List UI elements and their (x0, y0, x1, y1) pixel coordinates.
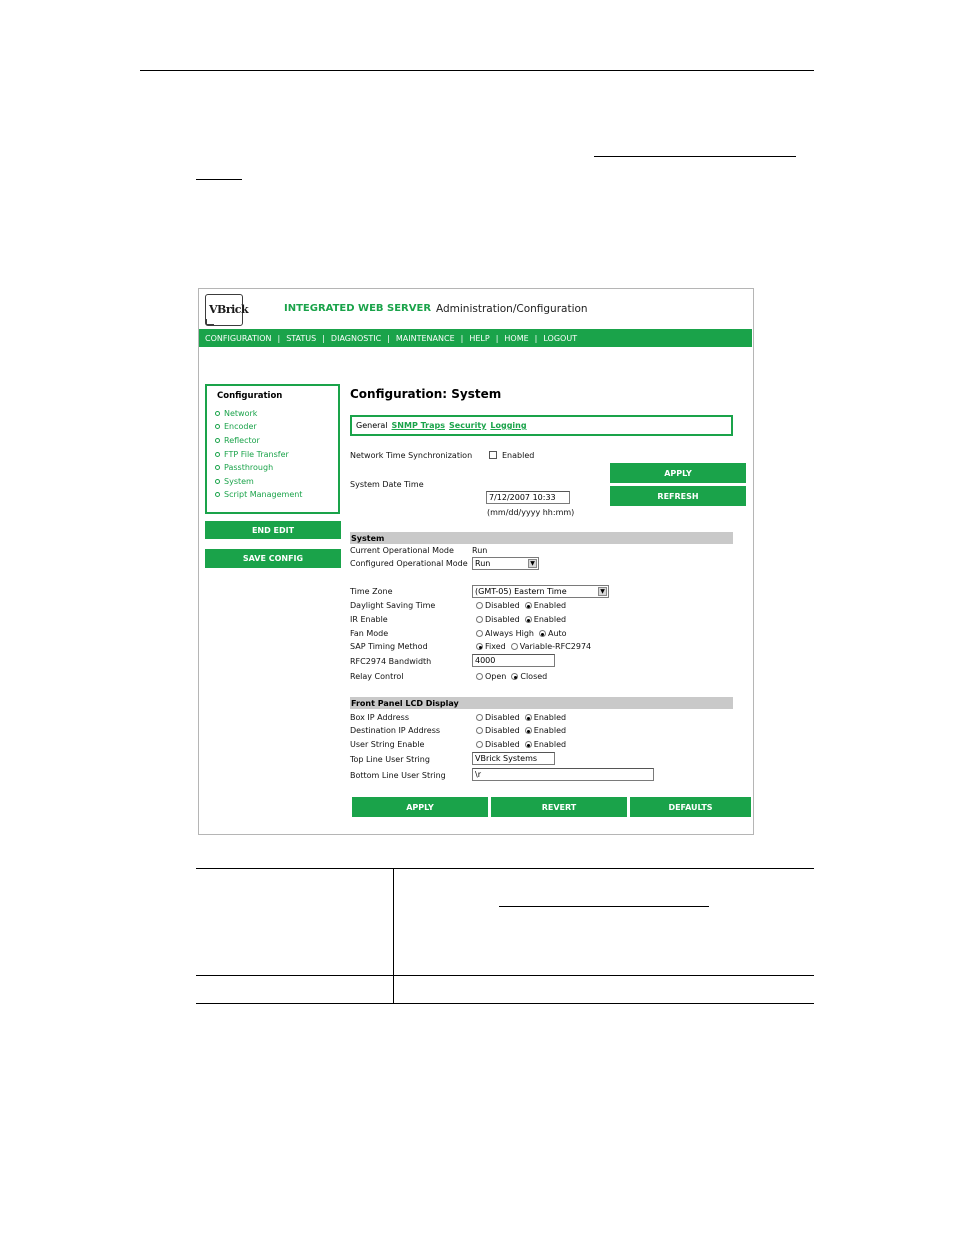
radio-selected-icon (525, 727, 532, 734)
rfc-label: RFC2974 Bandwidth (350, 657, 432, 666)
table-column-divider (393, 868, 394, 1003)
dropdown-arrow-icon: ▼ (528, 559, 537, 568)
sidebar-item-passthrough[interactable]: Passthrough (215, 463, 273, 472)
lcd-section-header: Front Panel LCD Display (350, 697, 733, 709)
sap-radio-group[interactable]: Fixed Variable-RFC2974 (476, 642, 596, 651)
tab-security[interactable]: Security (449, 421, 487, 430)
nav-home[interactable]: HOME (504, 333, 529, 343)
sidebar-item-ftp[interactable]: FTP File Transfer (215, 450, 289, 459)
tab-snmp-traps[interactable]: SNMP Traps (391, 421, 446, 430)
radio-icon (476, 714, 483, 721)
radio-selected-icon (525, 616, 532, 623)
radio-selected-icon (539, 630, 546, 637)
sidebar-item-reflector[interactable]: Reflector (215, 436, 260, 445)
radio-icon (476, 630, 483, 637)
dropdown-arrow-icon: ▼ (598, 587, 607, 596)
page-title: Configuration: System (350, 387, 502, 401)
date-input[interactable]: 7/12/2007 10:33 (486, 491, 570, 504)
sidebar-item-script-management[interactable]: Script Management (215, 490, 302, 499)
radio-selected-icon (525, 714, 532, 721)
nav-help[interactable]: HELP (469, 333, 490, 343)
web-ui-screenshot (198, 288, 754, 835)
tab-general[interactable]: General (356, 421, 388, 430)
fan-label: Fan Mode (350, 629, 389, 638)
bullet-icon (215, 411, 220, 416)
ir-radio-group[interactable]: Disabled Enabled (476, 615, 571, 624)
sidebar-title: Configuration (217, 391, 283, 401)
table-link-underline (499, 906, 709, 907)
tab-logging[interactable]: Logging (490, 421, 527, 430)
user-string-label: User String Enable (350, 740, 425, 749)
radio-selected-icon (511, 673, 518, 680)
sap-label: SAP Timing Method (350, 642, 428, 651)
nav-maintenance[interactable]: MAINTENANCE (395, 333, 455, 343)
radio-icon (476, 616, 483, 623)
dest-ip-label: Destination IP Address (350, 726, 441, 735)
ntp-label: Network Time Synchronization (350, 451, 473, 460)
box-ip-radio-group[interactable]: Disabled Enabled (476, 713, 571, 722)
nav-separator: | (460, 333, 464, 343)
date-label: System Date Time (350, 480, 424, 489)
nav-separator: | (534, 333, 538, 343)
header-title: INTEGRATED WEB SERVER (284, 303, 432, 314)
refresh-button[interactable]: REFRESH (610, 486, 746, 506)
top-nav-bar (199, 329, 752, 347)
system-section-header: System (350, 532, 733, 544)
time-zone-select[interactable]: (GMT-05) Eastern Time ▼ (472, 585, 609, 598)
nav-diagnostic[interactable]: DIAGNOSTIC (330, 333, 382, 343)
box-ip-label: Box IP Address (350, 713, 409, 722)
top-line-input[interactable]: VBrick Systems (472, 752, 555, 765)
ntp-checkbox[interactable]: Enabled (489, 451, 534, 460)
radio-selected-icon (525, 602, 532, 609)
radio-icon (476, 727, 483, 734)
bottom-line-input[interactable]: \r (472, 768, 654, 781)
doc-link-underline-2 (196, 179, 242, 180)
bullet-icon (215, 479, 220, 484)
apply-top-button[interactable]: APPLY (610, 463, 746, 483)
dst-label: Daylight Saving Time (350, 601, 436, 610)
fan-radio-group[interactable]: Always High Auto (476, 629, 572, 638)
bullet-icon (215, 438, 220, 443)
nav-separator: | (322, 333, 325, 343)
bottom-line-label: Bottom Line User String (350, 771, 446, 780)
time-zone-label: Time Zone (350, 587, 393, 596)
table-bottom-rule (196, 1003, 814, 1004)
nav-separator: | (277, 333, 281, 343)
current-mode-label: Current Operational Mode (350, 546, 454, 555)
table-mid-rule (196, 975, 814, 976)
nav-logout[interactable]: LOGOUT (543, 333, 578, 343)
end-edit-button[interactable]: END EDIT (205, 521, 341, 539)
tab-bar (350, 415, 733, 436)
top-line-label: Top Line User String (350, 755, 430, 764)
dest-ip-radio-group[interactable]: Disabled Enabled (476, 726, 571, 735)
radio-icon (511, 643, 518, 650)
checkbox-icon (489, 451, 497, 459)
dst-radio-group[interactable]: Disabled Enabled (476, 601, 571, 610)
radio-icon (476, 673, 483, 680)
rfc-bandwidth-input[interactable]: 4000 (472, 654, 555, 667)
ir-label: IR Enable (350, 615, 388, 624)
sidebar-item-network[interactable]: Network (215, 409, 257, 418)
bullet-icon (215, 452, 220, 457)
apply-button[interactable]: APPLY (352, 797, 488, 817)
nav-separator: | (387, 333, 390, 343)
user-string-radio-group[interactable]: Disabled Enabled (476, 740, 571, 749)
radio-selected-icon (525, 741, 532, 748)
sidebar-item-encoder[interactable]: Encoder (215, 422, 257, 431)
page-header-rule (140, 70, 814, 71)
vbrick-logo: VBrick (205, 294, 243, 326)
config-sidebar (205, 384, 340, 514)
nav-status[interactable]: STATUS (286, 333, 317, 343)
bullet-icon (215, 465, 220, 470)
table-top-rule (196, 868, 814, 869)
bullet-icon (215, 492, 220, 497)
doc-link-underline-1 (594, 156, 796, 157)
radio-icon (476, 602, 483, 609)
sidebar-item-system[interactable]: System (215, 477, 254, 486)
date-hint: (mm/dd/yyyy hh:mm) (487, 508, 575, 517)
radio-selected-icon (476, 643, 483, 650)
bullet-icon (215, 424, 220, 429)
current-mode-value: Run (472, 546, 488, 555)
configured-mode-select[interactable]: Run ▼ (472, 557, 539, 570)
header-subtitle: Administration/Configuration (436, 303, 588, 315)
defaults-button[interactable]: DEFAULTS (630, 797, 751, 817)
configured-mode-label: Configured Operational Mode (350, 559, 468, 568)
nav-separator: | (495, 333, 499, 343)
save-config-button[interactable]: SAVE CONFIG (205, 549, 341, 568)
radio-icon (476, 741, 483, 748)
relay-radio-group[interactable]: Open Closed (476, 672, 552, 681)
nav-configuration[interactable]: CONFIGURATION (205, 333, 272, 343)
revert-button[interactable]: REVERT (491, 797, 627, 817)
relay-label: Relay Control (350, 672, 404, 681)
